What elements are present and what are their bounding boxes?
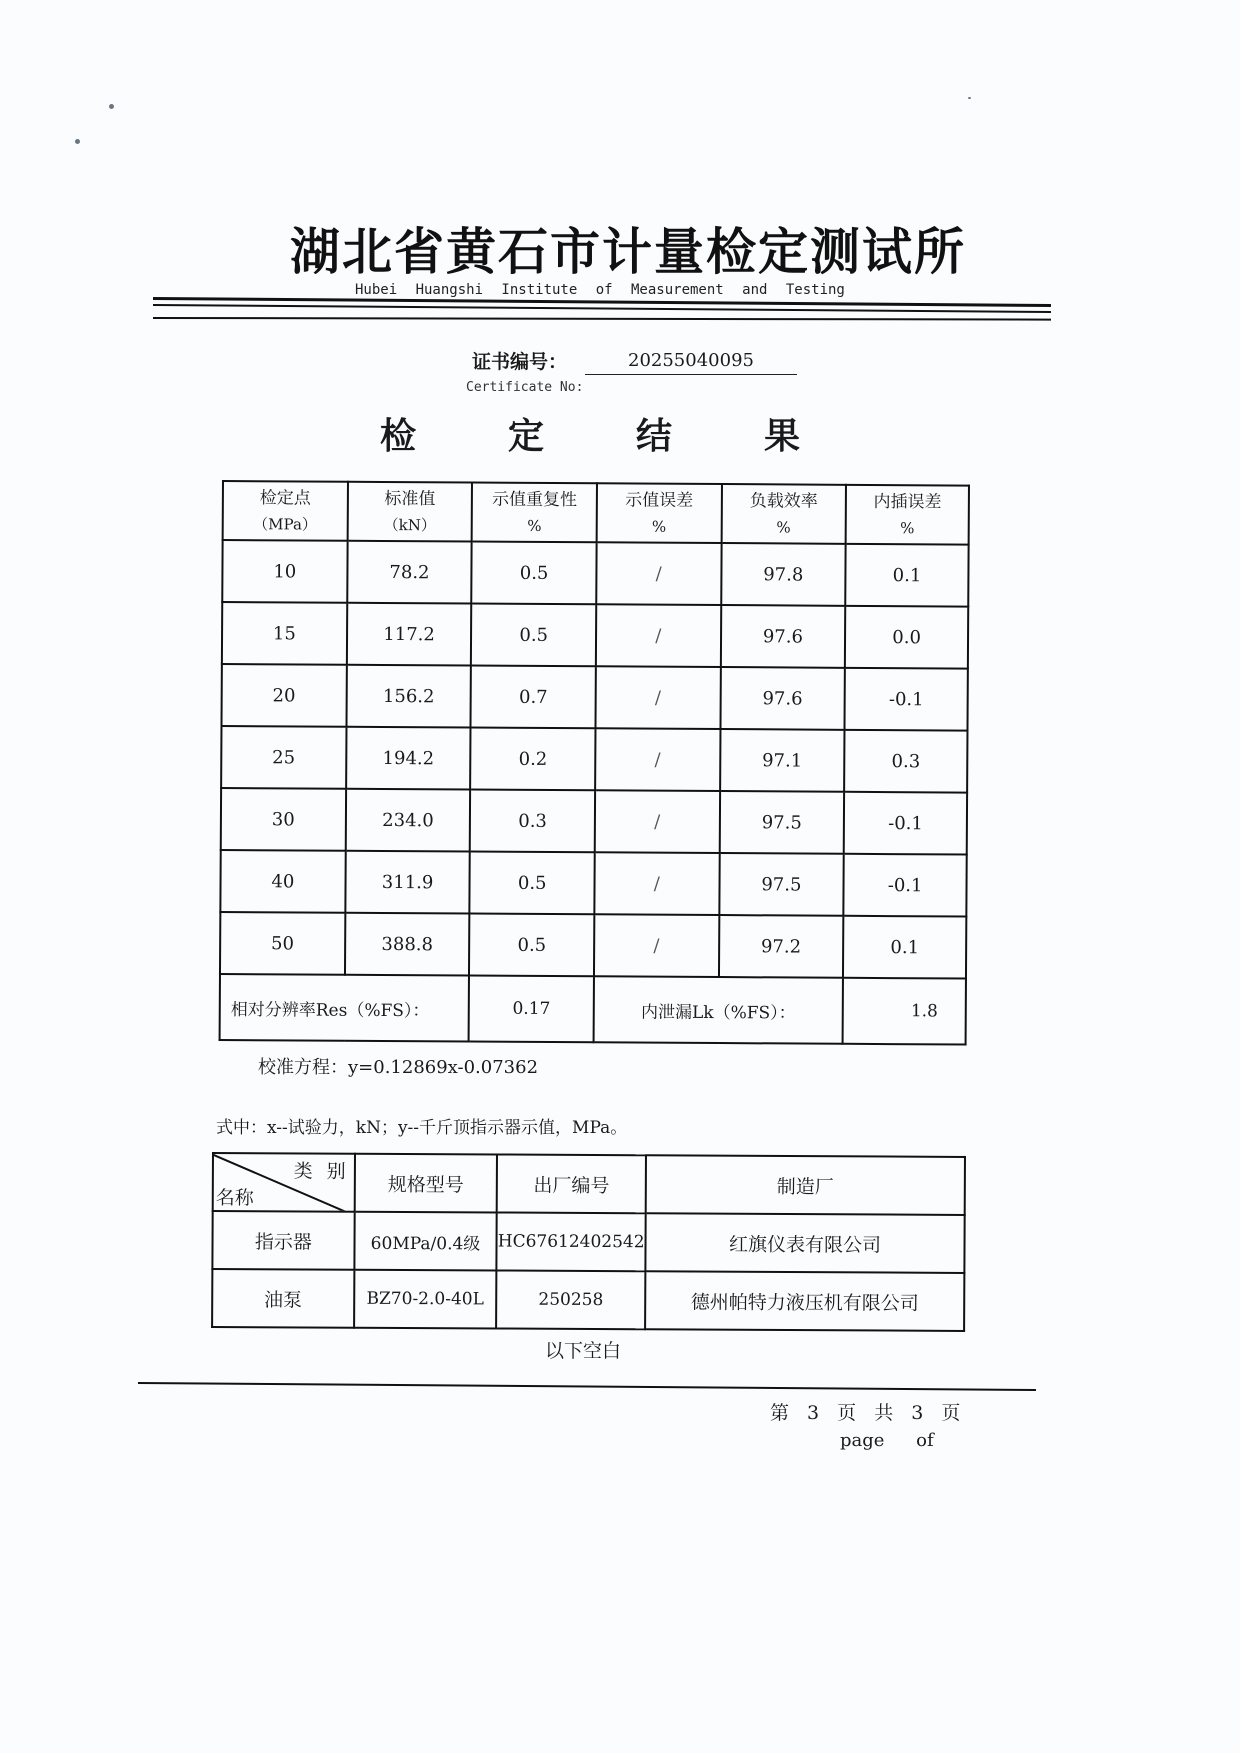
cell: 50 xyxy=(220,912,345,975)
cell: -0.1 xyxy=(844,854,967,917)
header-cell: 标准值 （kN） xyxy=(347,482,472,542)
cell: 97.8 xyxy=(721,543,846,606)
cell: / xyxy=(596,542,721,605)
name-label: 名称 xyxy=(215,1187,254,1210)
certificate-number: 20255040095 xyxy=(585,350,797,375)
cell: 194.2 xyxy=(346,727,471,790)
header-cell: 制造厂 xyxy=(646,1155,965,1215)
table-row xyxy=(212,1269,964,1331)
cell: 0.5 xyxy=(472,542,597,605)
header-cell: 检定点 （MPa） xyxy=(223,481,348,541)
cell: / xyxy=(595,728,720,791)
cell: 97.2 xyxy=(719,915,844,978)
cell: 0.3 xyxy=(470,790,595,853)
equipment-table xyxy=(211,1152,966,1332)
cell: / xyxy=(595,790,720,853)
cell: 指示器 xyxy=(212,1211,354,1270)
certificate-label: 证书编号： xyxy=(472,351,568,373)
cell: 97.6 xyxy=(720,667,845,730)
cell: 234.0 xyxy=(345,789,470,852)
blank-below-note: 以下空白 xyxy=(545,1340,622,1362)
cell: 油泵 xyxy=(212,1269,354,1328)
section-title-char: 定 xyxy=(507,416,544,457)
header-cell: 示值误差 % xyxy=(597,483,722,543)
cell: 德州帕特力液压机有限公司 xyxy=(645,1271,964,1331)
leakage-value: 1.8 xyxy=(843,978,966,1045)
scan-speck xyxy=(109,104,114,109)
cell: 0.1 xyxy=(845,544,968,607)
cell: 30 xyxy=(221,788,346,851)
leakage-label: 内泄漏Lk（%FS）： xyxy=(594,976,844,1044)
summary-row xyxy=(220,974,966,1045)
scan-speck xyxy=(75,139,80,144)
equipment-header-row xyxy=(213,1153,965,1215)
cell: 0.5 xyxy=(470,852,595,915)
cell: 15 xyxy=(222,602,347,665)
cell: / xyxy=(594,852,719,915)
scan-speck xyxy=(968,97,971,99)
cell: 97.1 xyxy=(720,729,845,792)
cell: 250258 xyxy=(496,1270,645,1329)
cell: 0.7 xyxy=(471,666,596,729)
cell: 97.6 xyxy=(720,605,845,668)
table-row xyxy=(221,664,967,731)
header-cell: 规格型号 xyxy=(354,1154,497,1213)
diagonal-header-cell xyxy=(213,1153,355,1212)
table-row xyxy=(222,602,968,669)
cell: / xyxy=(595,666,720,729)
cell: -0.1 xyxy=(844,792,967,855)
table-row xyxy=(220,850,966,917)
page-number-en: page of xyxy=(840,1430,934,1451)
cell: 红旗仪表有限公司 xyxy=(645,1213,964,1273)
cell: 0.5 xyxy=(469,914,594,977)
cell: 97.5 xyxy=(719,791,844,854)
cell: 311.9 xyxy=(345,851,470,914)
table-row xyxy=(220,912,966,979)
cell: 0.5 xyxy=(471,604,596,667)
category-label: 类 别 xyxy=(293,1160,350,1183)
cell: 117.2 xyxy=(347,603,472,666)
cell: 388.8 xyxy=(345,913,470,976)
table-row xyxy=(221,726,967,793)
footer-rule xyxy=(138,1382,1036,1391)
results-header-row xyxy=(223,481,969,545)
cell: 0.3 xyxy=(844,730,967,793)
header-cell: 内插误差 % xyxy=(846,485,969,545)
cell: / xyxy=(594,914,719,977)
section-title-char: 检 xyxy=(380,416,417,457)
certificate-label-en: Certificate No: xyxy=(466,380,584,395)
resolution-value: 0.17 xyxy=(469,976,594,1043)
cell: 156.2 xyxy=(346,665,471,728)
cell: 0.2 xyxy=(471,728,596,791)
table-row xyxy=(212,1211,964,1273)
results-table xyxy=(219,480,970,1046)
cell: / xyxy=(596,604,721,667)
section-title-char: 果 xyxy=(763,416,800,457)
cell: 10 xyxy=(222,540,347,603)
header-cell: 示值重复性 % xyxy=(472,483,597,543)
cell: 97.5 xyxy=(719,853,844,916)
institute-subtitle-en: Hubei Huangshi Institute of Measurement and Testing xyxy=(355,282,845,298)
calibration-equation: 校准方程：y=0.12869x-0.07362 xyxy=(258,1057,539,1078)
cell: 0.1 xyxy=(843,916,966,979)
page-number-zh: 第 3 页 共 3 页 xyxy=(770,1402,961,1424)
cell: 25 xyxy=(221,726,346,789)
cell: 78.2 xyxy=(347,541,472,604)
header-rule xyxy=(153,317,1051,321)
institute-title: 湖北省黄石市计量检定测试所 xyxy=(290,223,966,281)
header-cell: 出厂编号 xyxy=(497,1154,646,1213)
resolution-label: 相对分辨率Res（%FS）： xyxy=(220,974,470,1042)
cell: 0.0 xyxy=(845,606,968,669)
cell: 60MPa/0.4级 xyxy=(354,1212,497,1271)
section-title-char: 结 xyxy=(635,416,672,457)
table-row xyxy=(221,788,967,855)
cell: HC67612402542 xyxy=(497,1212,646,1271)
cell: -0.1 xyxy=(845,668,968,731)
cell: 40 xyxy=(220,850,345,913)
table-row xyxy=(222,540,968,607)
cell: BZ70-2.0-40L xyxy=(354,1270,497,1329)
section-title xyxy=(380,408,800,459)
equation-note: 式中：x--试验力，kN；y--千斤顶指示器示值，MPa。 xyxy=(216,1118,628,1138)
cell: 20 xyxy=(221,664,346,727)
header-cell: 负载效率 % xyxy=(721,484,846,544)
